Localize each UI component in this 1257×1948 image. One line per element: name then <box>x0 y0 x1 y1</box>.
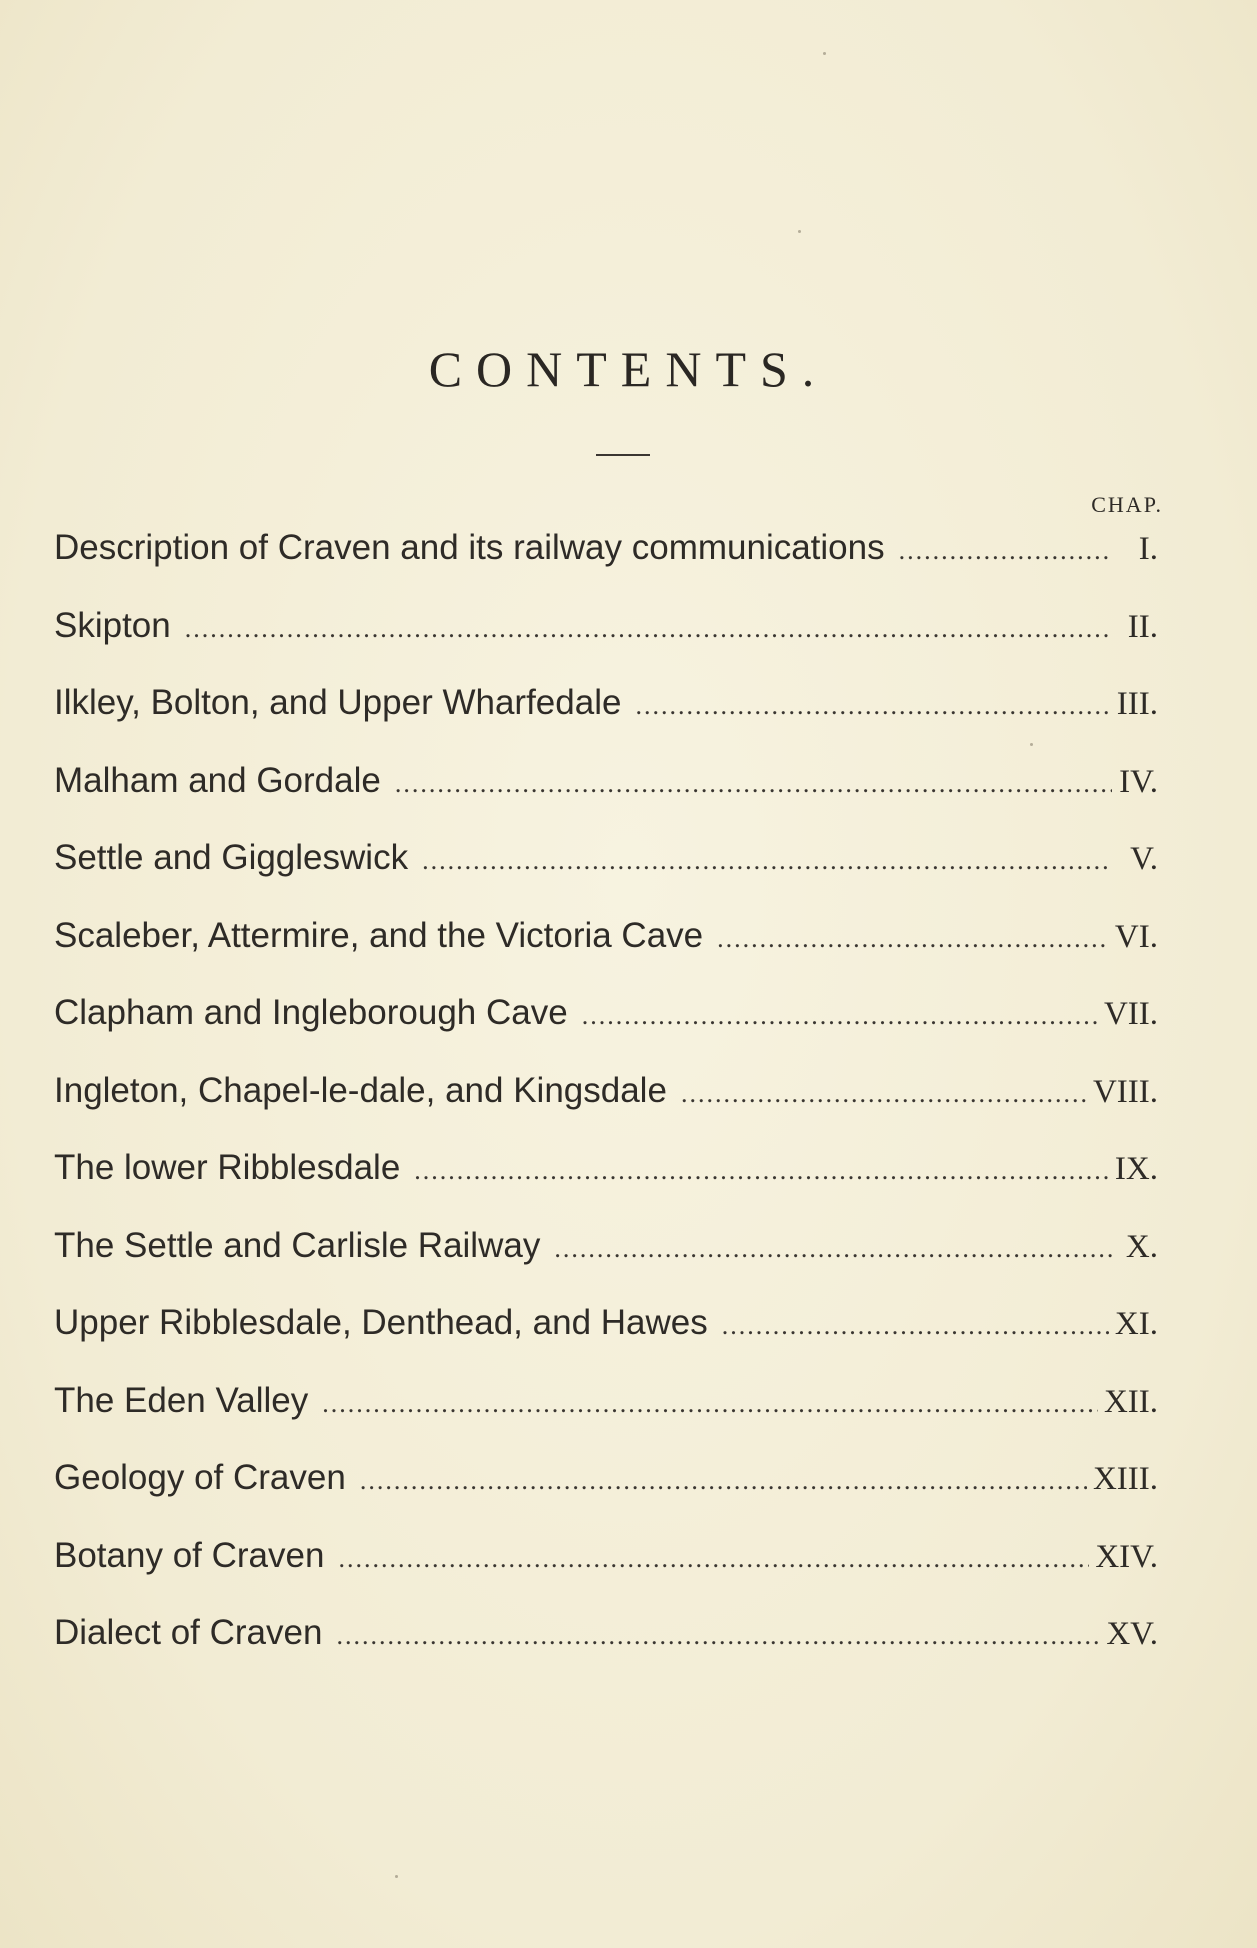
dot-leader <box>185 603 1112 655</box>
toc-entry-12[interactable] <box>54 1375 1158 1453</box>
toc-entry-title: The lower Ribblesdale <box>54 1148 401 1187</box>
toc-entry-chapter: XII. <box>1103 1383 1158 1420</box>
toc-entry-title: Description of Craven and its railway communications <box>54 528 885 567</box>
toc-entry-7[interactable] <box>54 987 1158 1065</box>
toc-entry-11[interactable] <box>54 1297 1158 1375</box>
toc-entry-8[interactable] <box>54 1065 1158 1143</box>
dot-leader <box>635 680 1110 732</box>
dot-leader <box>422 835 1112 887</box>
paper-speck <box>395 1875 398 1878</box>
toc-entry-chapter: V. <box>1130 841 1158 877</box>
dot-leader <box>336 1610 1100 1662</box>
toc-entry-chapter: I. <box>1138 531 1158 567</box>
toc-entry-chapter: X. <box>1125 1228 1158 1265</box>
toc-entry-title: Upper Ribblesdale, Denthead, and Hawes <box>54 1303 708 1342</box>
toc-entry-5[interactable] <box>54 832 1158 910</box>
chapter-column-label: CHAP. <box>1091 492 1163 517</box>
dot-leader <box>395 758 1112 810</box>
toc-entry-chapter: XIV. <box>1095 1538 1158 1575</box>
toc-entry-3[interactable] <box>54 677 1158 755</box>
toc-entry-title: Botany of Craven <box>54 1535 325 1575</box>
dot-leader <box>360 1455 1087 1507</box>
toc-entry-title: Skipton <box>54 605 171 645</box>
dot-leader <box>414 1145 1109 1197</box>
title-divider <box>596 454 650 456</box>
paper-speck <box>823 52 826 55</box>
toc-entry-chapter: IX. <box>1114 1151 1158 1187</box>
toc-entry-title: The Eden Valley <box>54 1380 309 1420</box>
toc-entry-chapter: XV. <box>1106 1616 1158 1652</box>
toc-entry-chapter: II. <box>1127 608 1158 645</box>
dot-leader <box>322 1378 1098 1430</box>
dot-leader <box>554 1223 1112 1275</box>
toc-entry-title: Scaleber, Attermire, and the Victoria Cave <box>54 915 704 955</box>
dot-leader <box>722 1300 1109 1352</box>
toc-entry-title: Dialect of Craven <box>54 1613 323 1652</box>
page-title: CONTENTS. <box>428 341 829 397</box>
toc-entry-chapter: III. <box>1116 686 1158 722</box>
toc-entry-chapter: XIII. <box>1092 1461 1158 1497</box>
toc-entry-6[interactable] <box>54 910 1158 988</box>
toc-entry-chapter: XI. <box>1114 1306 1158 1342</box>
toc-entry-title: Clapham and Ingleborough Cave <box>54 993 568 1032</box>
dot-leader <box>681 1068 1087 1120</box>
toc-entry-title: The Settle and Carlisle Railway <box>54 1225 541 1265</box>
toc-entry-10[interactable] <box>54 1220 1158 1298</box>
dot-leader <box>582 990 1098 1042</box>
dot-leader <box>338 1533 1089 1585</box>
toc-entry-title: Geology of Craven <box>54 1458 346 1497</box>
toc-entry-1[interactable] <box>54 522 1158 600</box>
toc-entry-2[interactable] <box>54 600 1158 678</box>
toc-entry-9[interactable] <box>54 1142 1158 1220</box>
toc-entry-chapter: VII. <box>1103 996 1158 1032</box>
toc-entry-chapter: VIII. <box>1092 1073 1158 1110</box>
paper-speck <box>798 230 801 233</box>
toc-entry-chapter: VI. <box>1114 918 1158 955</box>
toc-entry-title: Settle and Giggleswick <box>54 838 409 877</box>
dot-leader <box>899 525 1112 577</box>
table-of-contents <box>54 522 1158 1685</box>
toc-entry-title: Ilkley, Bolton, and Upper Wharfedale <box>54 683 622 722</box>
toc-entry-4[interactable] <box>54 755 1158 833</box>
toc-entry-15[interactable] <box>54 1607 1158 1685</box>
toc-entry-chapter: IV. <box>1119 763 1158 800</box>
dot-leader <box>717 913 1109 965</box>
toc-entry-title: Malham and Gordale <box>54 760 381 800</box>
toc-entry-title: Ingleton, Chapel-le-dale, and Kingsdale <box>54 1070 667 1110</box>
toc-entry-13[interactable] <box>54 1452 1158 1530</box>
toc-entry-14[interactable] <box>54 1530 1158 1608</box>
